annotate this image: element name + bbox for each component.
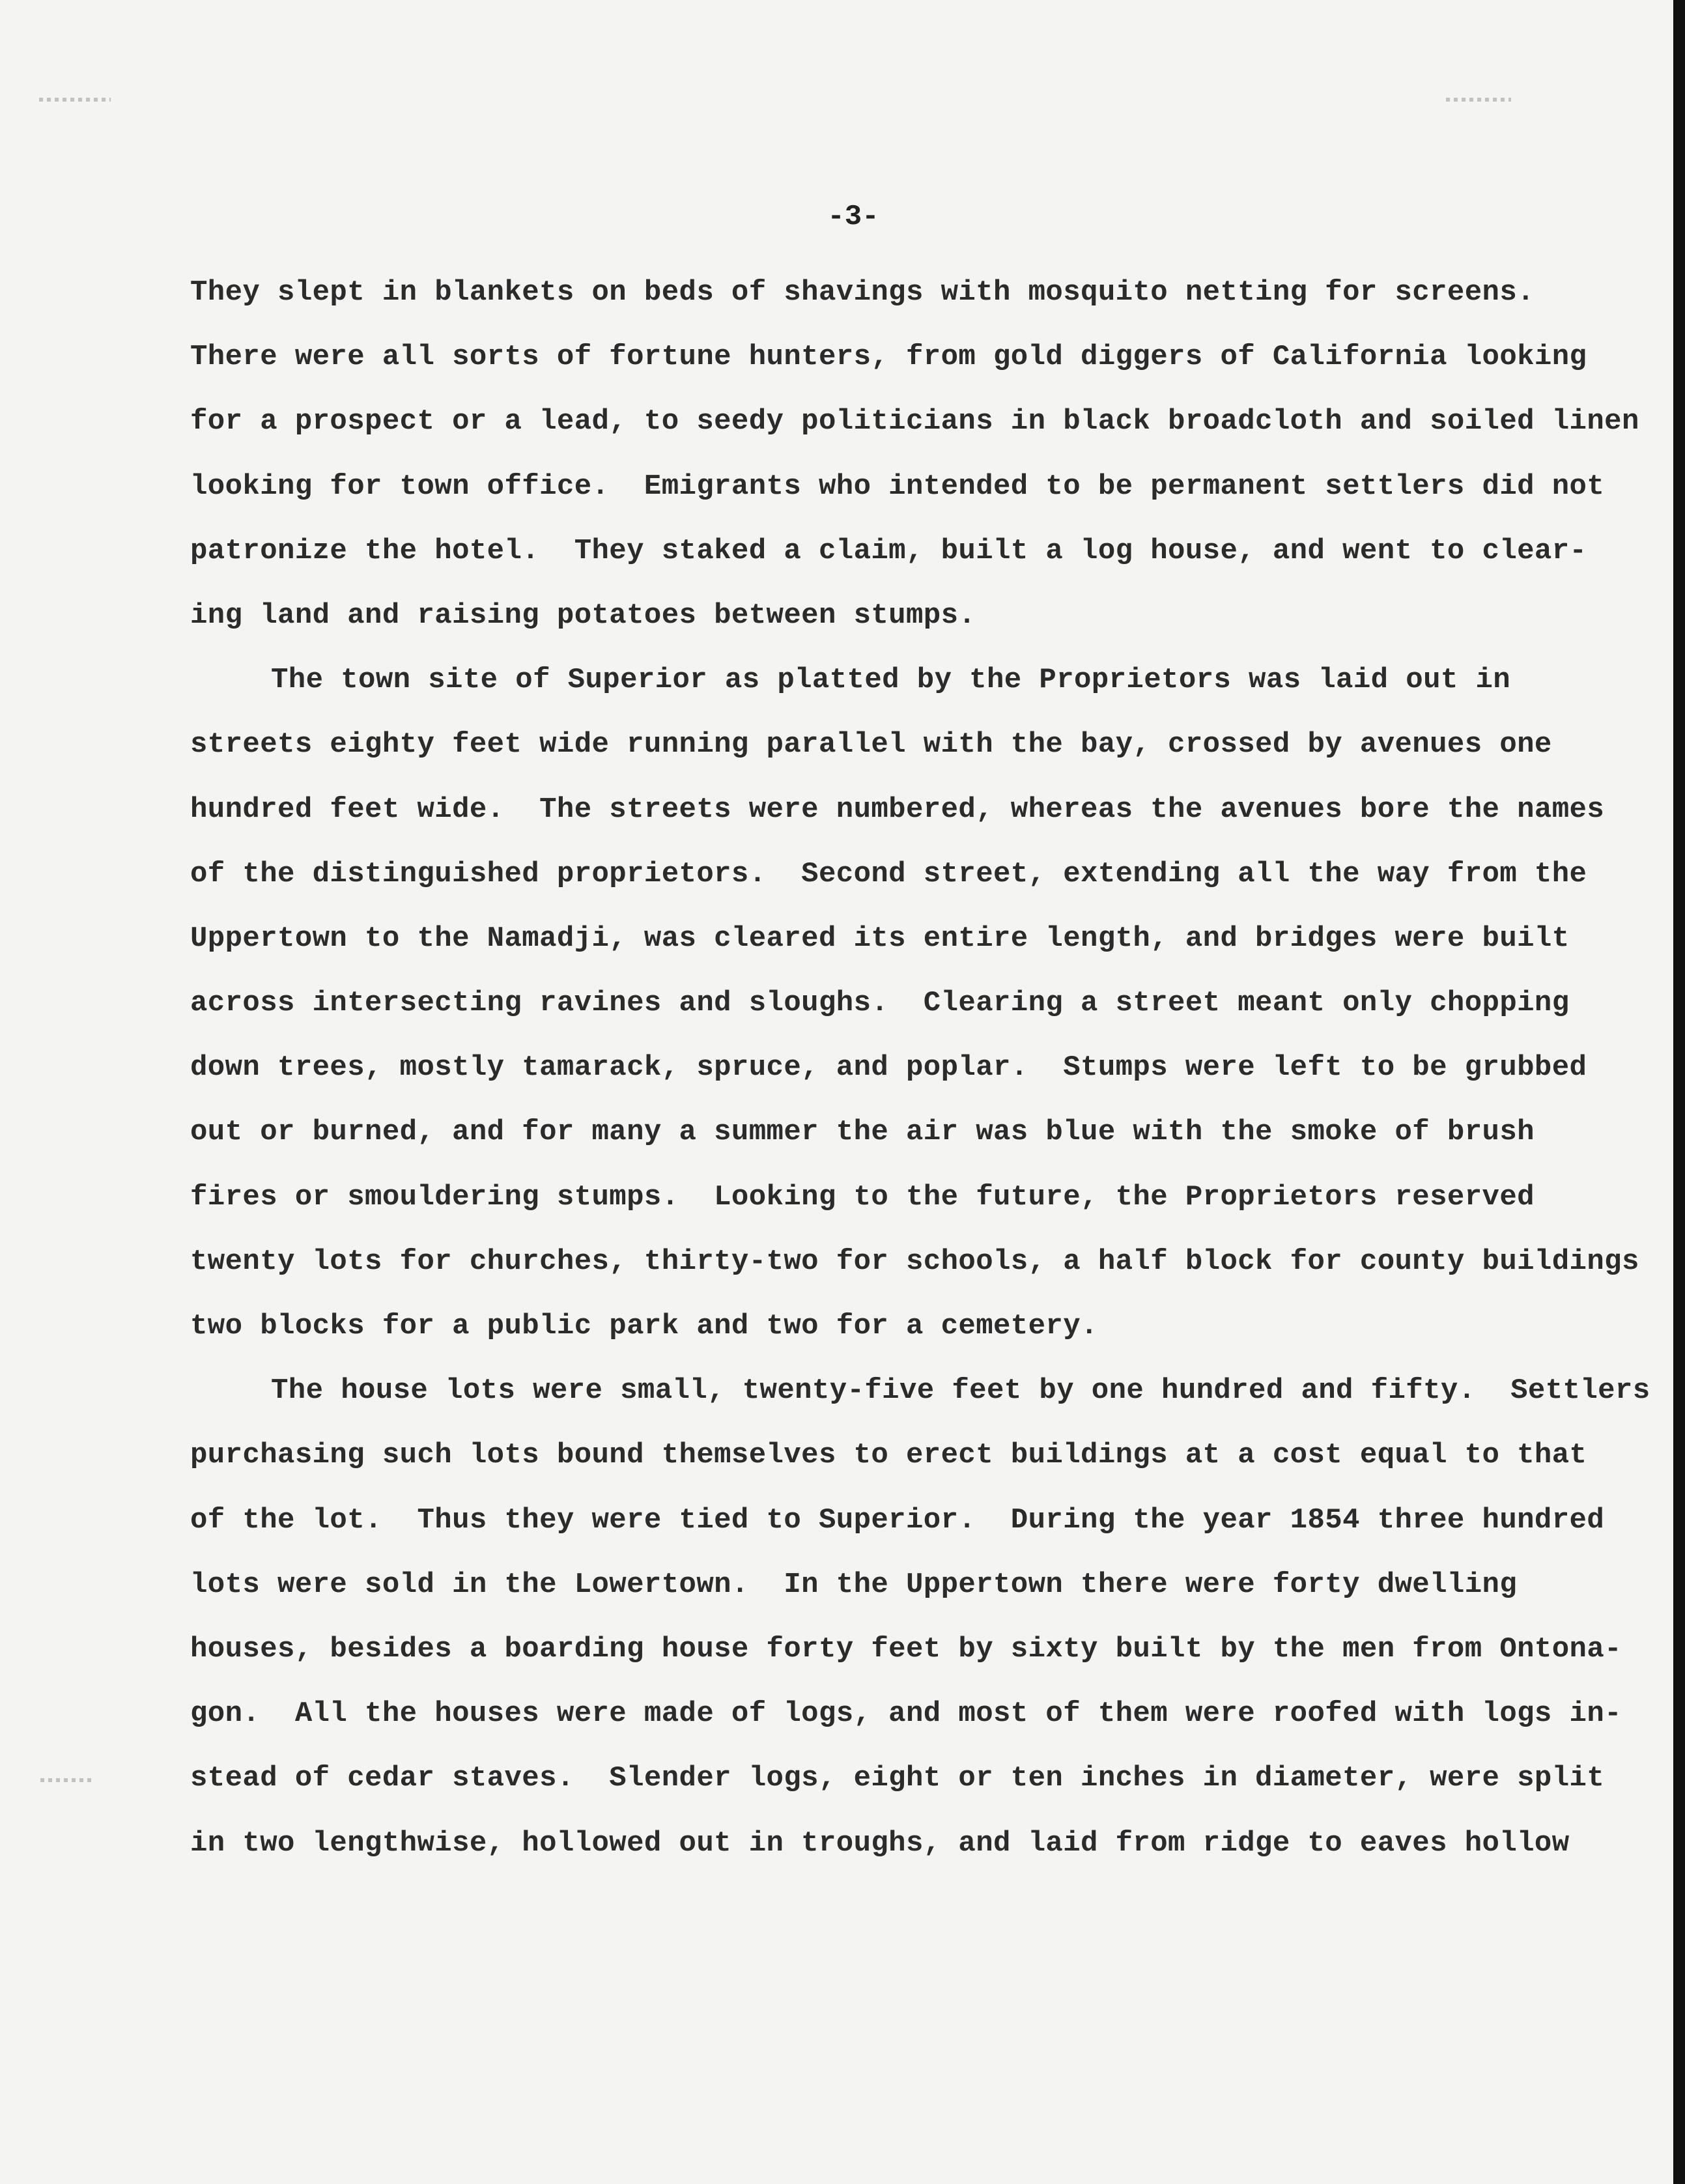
text-line: down trees, mostly tamarack, spruce, and poplar. Stumps were left to be grubbed bbox=[190, 1051, 1587, 1085]
text-line: They slept in blankets on beds of shavings with mosquito netting for screens. bbox=[190, 276, 1535, 309]
edge-mark bbox=[39, 98, 111, 102]
text-line: There were all sorts of fortune hunters, from gold diggers of California looking bbox=[190, 341, 1587, 374]
text-line: hundred feet wide. The streets were numbered, whereas the avenues bore the names bbox=[190, 793, 1605, 826]
page-number: -3- bbox=[827, 201, 879, 233]
text-line: looking for town office. Emigrants who intended to be permanent settlers did not bbox=[190, 470, 1605, 503]
text-line: two blocks for a public park and two for a cemetery. bbox=[190, 1310, 1098, 1342]
text-line: Uppertown to the Namadji, was cleared its entire length, and bridges were built bbox=[190, 922, 1570, 955]
text-line: out or burned, and for many a summer the air was blue with the smoke of brush bbox=[190, 1116, 1535, 1149]
paragraph-start-line: The town site of Superior as platted by the Proprietors was laid out in bbox=[271, 664, 1511, 697]
text-line: houses, besides a boarding house forty feet by sixty built by the men from Ontona- bbox=[190, 1632, 1622, 1666]
text-line: lots were sold in the Lowertown. In the Uppertown there were forty dwelling bbox=[190, 1568, 1518, 1601]
text-line: twenty lots for churches, thirty-two for schools, a half block for county buildings bbox=[190, 1245, 1639, 1278]
text-line: gon. All the houses were made of logs, and most of them were roofed with logs in- bbox=[190, 1697, 1622, 1731]
edge-mark bbox=[40, 1778, 92, 1782]
text-line: ing land and raising potatoes between stumps. bbox=[190, 599, 976, 632]
text-line: across intersecting ravines and sloughs. Clearing a street meant only chopping bbox=[190, 987, 1570, 1020]
paragraph-start-line: The house lots were small, twenty-five feet by one hundred and fifty. Settlers bbox=[271, 1374, 1650, 1408]
edge-mark bbox=[1446, 98, 1511, 102]
body-text bbox=[190, 261, 1650, 1876]
text-line: for a prospect or a lead, to seedy politicians in black broadcloth and soiled linen bbox=[190, 405, 1639, 438]
text-line: stead of cedar staves. Slender logs, eight or ten inches in diameter, were split bbox=[190, 1762, 1605, 1795]
text-line: patronize the hotel. They staked a claim, built a log house, and went to clear- bbox=[190, 534, 1587, 567]
text-line: in two lengthwise, hollowed out in troughs, and laid from ridge to eaves hollow bbox=[190, 1826, 1570, 1860]
text-line: fires or smouldering stumps. Looking to the future, the Proprietors reserved bbox=[190, 1180, 1535, 1213]
text-line: streets eighty feet wide running parallel with the bay, crossed by avenues one bbox=[190, 728, 1552, 761]
text-line: of the lot. Thus they were tied to Superior. During the year 1854 three hundred bbox=[190, 1503, 1605, 1537]
text-line: purchasing such lots bound themselves to erect buildings at a cost equal to that bbox=[190, 1439, 1587, 1472]
text-line: of the distinguished proprietors. Second street, extending all the way from the bbox=[190, 857, 1587, 890]
